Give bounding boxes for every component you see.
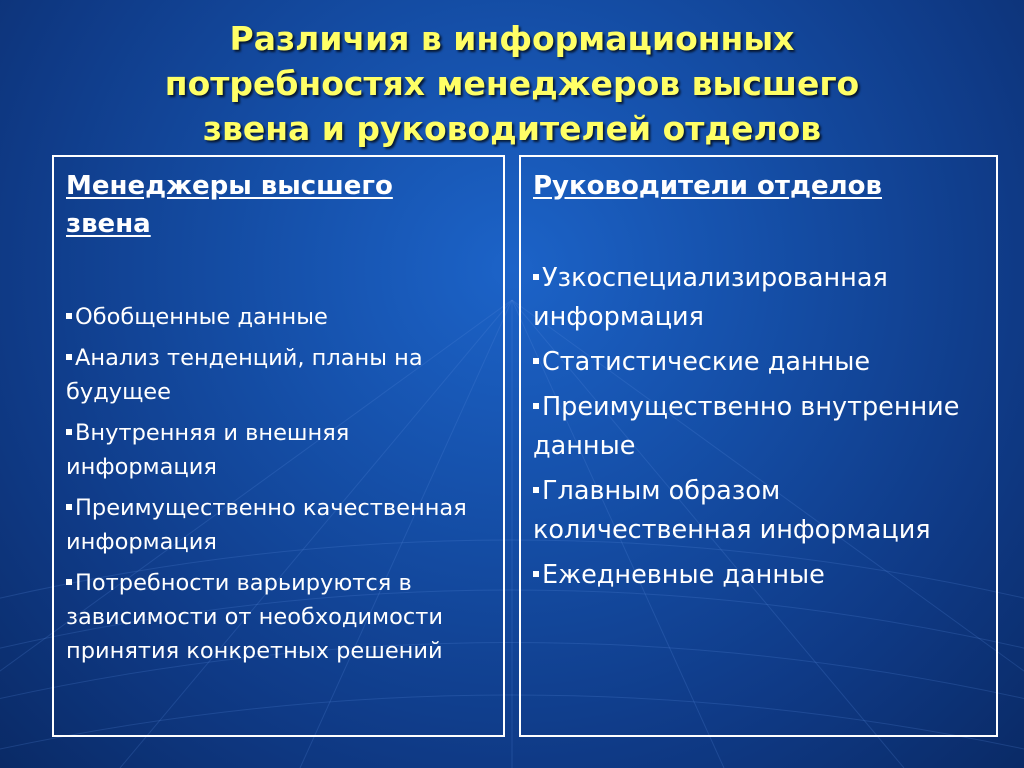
department-heads-list: [533, 259, 984, 595]
square-bullet-icon: [533, 571, 539, 577]
list-item-text: Преимущественно внутренние данные: [533, 392, 960, 461]
title-line-1: Различия в информационных: [229, 19, 795, 58]
department-heads-heading: Руководители отделов: [533, 171, 882, 201]
list-item-text: Потребности варьируются в зависимости от необходимости принятия конкретных решений: [66, 570, 443, 664]
square-bullet-icon: [533, 403, 539, 409]
list-item: [533, 388, 984, 466]
list-item-text: Ежедневные данные: [542, 560, 825, 590]
square-bullet-icon: [66, 354, 72, 360]
top-managers-heading: Менеджеры высшего звена: [66, 171, 393, 239]
square-bullet-icon: [533, 274, 539, 280]
square-bullet-icon: [66, 313, 72, 319]
square-bullet-icon: [533, 358, 539, 364]
list-item-text: Преимущественно качественная информация: [66, 495, 467, 555]
list-item: [533, 259, 984, 337]
top-managers-panel: [52, 155, 505, 737]
square-bullet-icon: [533, 487, 539, 493]
title-line-3: звена и руководителей отделов: [202, 109, 822, 148]
square-bullet-icon: [66, 429, 72, 435]
square-bullet-icon: [66, 504, 72, 510]
slide-title: [20, 16, 1004, 151]
title-line-2: потребностях менеджеров высшего: [164, 64, 860, 103]
square-bullet-icon: [66, 579, 72, 585]
list-item-text: Внутренняя и внешняя информация: [66, 420, 350, 480]
list-item: [533, 556, 984, 595]
list-item-text: Узкоспециализированная информация: [533, 263, 888, 332]
department-heads-panel: [519, 155, 998, 737]
top-managers-list: [66, 300, 491, 668]
list-item-text: Обобщенные данные: [75, 304, 328, 330]
list-item: [533, 472, 984, 550]
list-item-text: Анализ тенденций, планы на будущее: [66, 345, 423, 405]
list-item: [66, 491, 491, 559]
list-item: [66, 566, 491, 668]
list-item-text: Статистические данные: [542, 347, 871, 377]
list-item: [66, 341, 491, 409]
list-item-text: Главным образом количественная информация: [533, 476, 931, 545]
list-item: [533, 343, 984, 382]
list-item: [66, 416, 491, 484]
list-item: [66, 300, 491, 334]
